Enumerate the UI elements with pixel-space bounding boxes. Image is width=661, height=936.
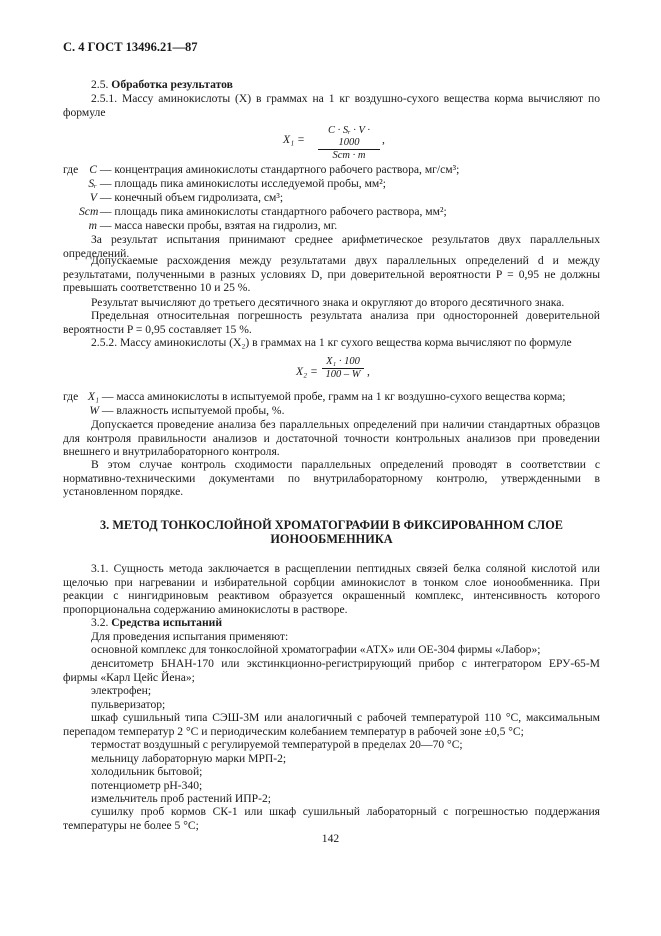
equipment-item: шкаф сушильный типа СЭШ-3М или аналогичный с рабочей температурой 110 °С, максимальным перепадом температур 2 °С и периодическим колебанием температур в рабочей зоне ±0,5 °С; [63,711,600,738]
equipment-item: сушилку проб кормов СК-1 или шкаф сушильный лабораторный с погрешностью поддержания температуры не более 5 °С; [63,805,600,832]
section-3-title-line-2: ИОНООБМЕННИКА [270,532,393,546]
equipment-item: потенциометр pH-340; [91,779,203,792]
paragraph-tolerance: Допускаемые расхождения между результатами двух параллельных определений d и между результатами, полученными в разных условиях D, при доверительной вероятности P = 0,95 не должны превышать соответственно 10 и 25 %. [63,254,600,295]
equipment-item: термостат воздушный с регулируемой температурой в пределах 20—70 °С; [91,738,463,751]
formula-1-tail: , [382,133,385,146]
paragraph-error: Предельная относительная погрешность результата анализа при односторонней доверительной вероятности P = 0,95 составляет 15 %. [63,309,600,336]
formula-2-denominator: 100 – W [325,369,361,380]
formula-1-denominator: Sст · m [332,150,366,161]
legend-row-c [63,163,459,177]
legend-symbol: W [89,404,99,417]
section-2-5-heading [91,78,600,92]
legend-text: — масса навески пробы, взятая на гидролиз, мг. [99,219,338,232]
paragraph-rounding: Результат вычисляют до третьего десятичного знака и округляют до второго десятичного знака. [91,296,565,309]
legend-text: — масса аминокислоты в испытуемой пробе, грамм на 1 кг воздушно-сухого вещества корма; [101,390,566,403]
legend-symbol: Sст [79,205,99,218]
page-header: С. 4 ГОСТ 13496.21—87 [63,40,198,54]
equipment-item: основной комплекс для тонкослойной хроматографии «АТХ» или ОЕ-304 фирмы «Лабор»; [91,643,541,656]
legend-row-sst [79,205,447,219]
formula-2-fraction [322,356,364,381]
paragraph-2-5-1: 2.5.1. Массу аминокислоты (X) в граммах на 1 кг воздушно-сухого вещества корма вычисляют по формуле [63,92,600,119]
paragraph-control: В этом случае контроль сходимости параллельных определений проводят в соответствии с нормативно-техническими документами по внутрилабораторному контролю, утвержденными в установленном порядке. [63,458,600,499]
legend-text: — влажность испытуемой пробы, %. [101,404,285,417]
section-title: Обработка результатов [111,78,233,91]
legend-row-x1 [63,390,566,404]
legend-row-m [85,219,337,233]
formula-2-numerator: X₁ · 100 [322,356,364,369]
legend-row-w [85,404,284,418]
legend-text: — конечный объем гидролизата, см³; [99,191,284,204]
legend-row-v [85,191,283,205]
section-3-title-line-1: 3. МЕТОД ТОНКОСЛОЙНОЙ ХРОМАТОГРАФИИ В ФИКСИРОВАННОМ СЛОЕ [100,518,563,532]
where-label: где [63,163,79,176]
equipment-intro: Для проведения испытания применяют: [91,630,289,643]
section-number: 2.5. [91,78,109,91]
equipment-item: денситометр БНАН-170 или экстинкционно-регистрирующий прибор с интегратором ЕРУ-65-М фирмы «Карл Цейс Йена»; [63,657,600,684]
formula-1-numerator: C · Sᵣ · V · 1000 [318,125,380,150]
legend-symbol: C [89,163,97,176]
legend-symbol: Sᵣ [88,177,97,190]
formula-2-lhs: X₂ = [296,365,318,378]
section-number: 3.2. [91,616,109,629]
equipment-item: пульверизатор; [91,698,166,711]
equipment-item: холодильник бытовой; [91,765,203,778]
equipment-item: измельчитель проб растений ИПР-2; [91,792,271,805]
paragraph-no-parallel: Допускается проведение анализа без параллельных определений при наличии стандартных образцов для контроля правильности анализов и достаточной точности контрольных анализов при проведении внешнего и внутрилабораторного контроля. [63,418,600,459]
page-number: 142 [321,832,340,845]
section-3-2-heading [91,616,600,630]
legend-symbol: m [88,219,97,232]
paragraph-3-1: 3.1. Сущность метода заключается в расщеплении пептидных связей белка соляной кислотой или щелочью при нагревании и избирательной сорбции аминокислот в тонком слое ионообменника. При реакции с нингидриновым реактивом образуется окрашенный комплекс, интенсивность которого пропорциональна содержанию аминокислоты в растворе. [63,562,600,616]
where-label: где [63,390,79,403]
formula-2-tail: , [367,365,370,378]
legend-row-sr [85,177,386,191]
legend-symbol: X₁ [87,390,99,403]
legend-text: — площадь пика аминокислоты стандартного рабочего раствора, мм²; [99,205,447,218]
legend-symbol: V [89,191,97,204]
equipment-item: мельницу лабораторную марки МРП-2; [91,752,287,765]
paragraph-2-5-2: 2.5.2. Массу аминокислоты (X₂) в граммах на 1 кг сухого вещества корма вычисляют по формуле [91,336,572,349]
formula-1-lhs: X₁ = [283,133,305,146]
formula-1-fraction [318,125,380,162]
equipment-item: электрофен; [91,684,152,697]
legend-text: — площадь пика аминокислоты исследуемой пробы, мм²; [99,177,386,190]
paragraph-result: За результат испытания принимают среднее арифметическое результатов двух параллельных определений. [63,233,600,260]
legend-text: — концентрация аминокислоты стандартного рабочего раствора, мг/см³; [99,163,460,176]
section-title: Средства испытаний [111,616,223,629]
